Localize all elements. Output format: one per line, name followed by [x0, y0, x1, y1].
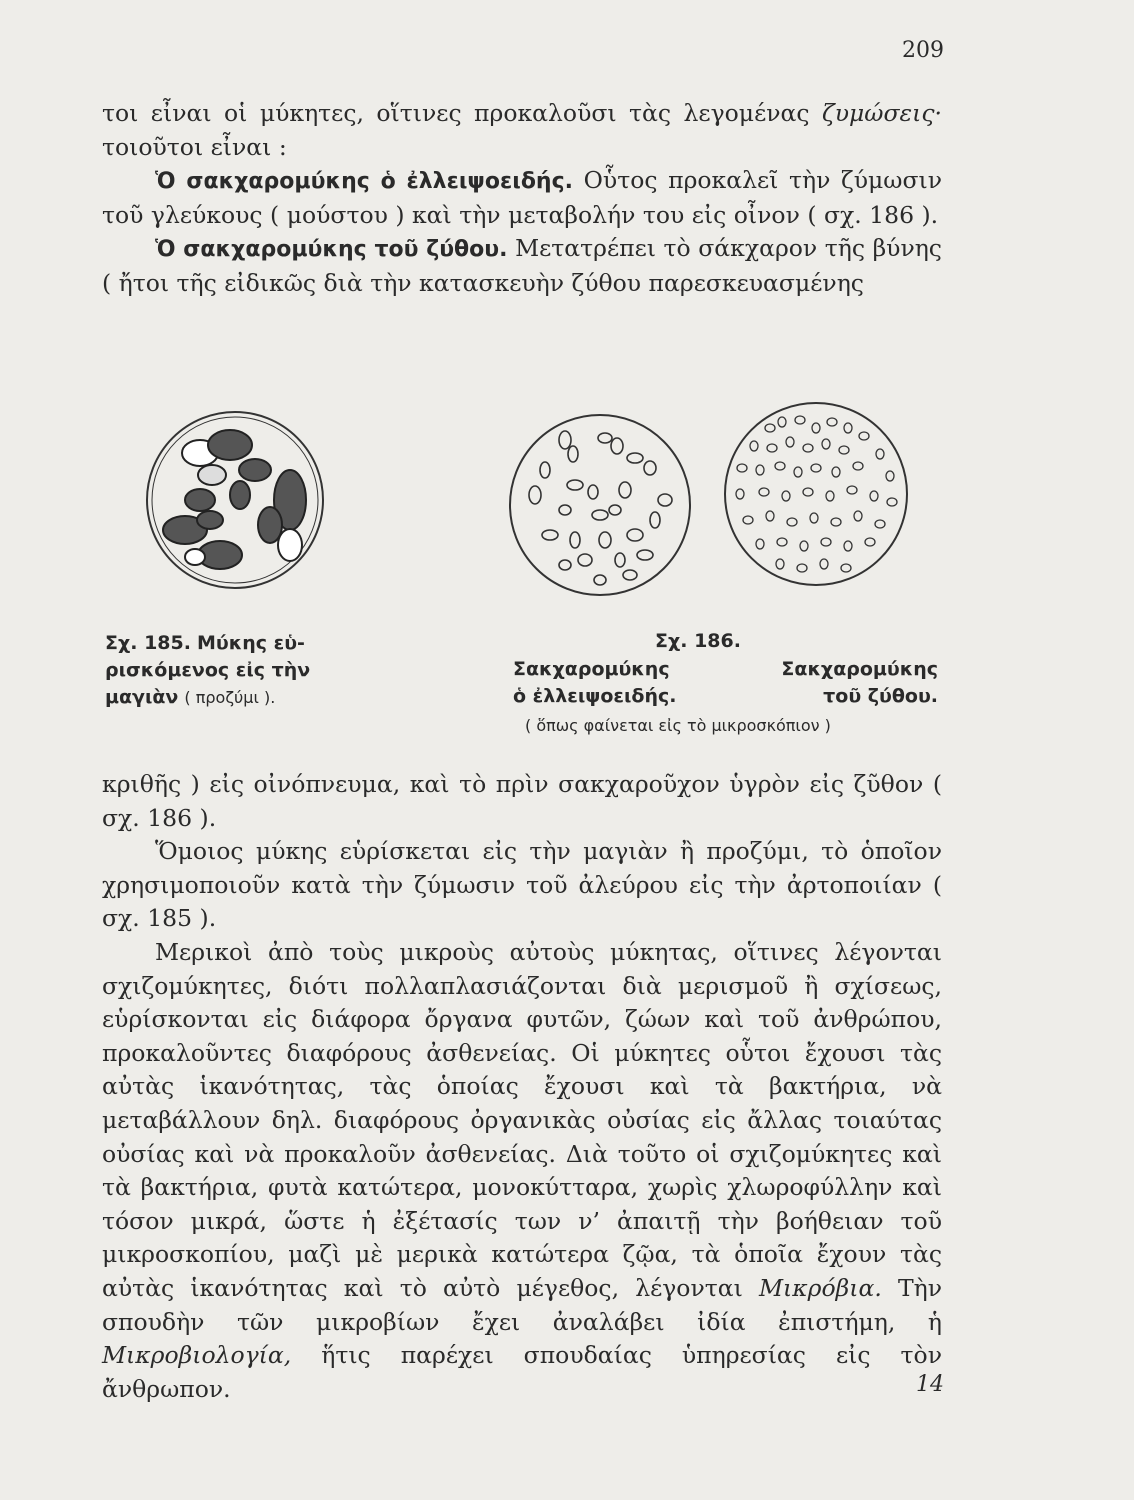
figure-186-beer-yeast	[720, 398, 912, 590]
paragraph-continuation: κριθῆς ) εἰς οἰνόπνευμα, καὶ τὸ πρὶν σακχαροῦχον ὑγρὸν εἰς ζῦθον ( σχ. 186 ).	[102, 770, 942, 832]
caption-fig-186-left: Σακχαρομύκης ὁ ἐλλειψοειδής.	[513, 658, 677, 707]
signature-mark: 14	[916, 1372, 944, 1397]
paragraph-yeast-beer: Ὁ σακχαρομύκης τοῦ ζύθου. Μετατρέπει τὸ σάκχαρον τῆς βύνης ( ἤτοι τῆς εἰδικῶς διὰ τὴν κατασκευὴν ζύθου παρεσκευασμένης	[102, 234, 942, 297]
figure-186-elliptical-yeast	[505, 410, 695, 600]
caption-fig-185: Σχ. 185. Μύκης εὑ- ρισκόμενος εἰς τὴν μαγιὰν ( προζύμι ).	[105, 632, 311, 708]
page-number: 209	[902, 38, 944, 63]
paragraph-schizomycetes: Μερικοὶ ἀπὸ τοὺς μικροὺς αὐτοὺς μύκητας, οἵτινες λέγονται σχιζομύκητες, διότι πολλαπλασιάζονται διὰ μερισμοῦ ἢ σχίσεως, εὑρίσκονται εἰς διάφορα ὄργανα φυτῶν, ζώων καὶ τοῦ ἀνθρώπου, προκαλοῦντες διαφόρους ἀσθενείας. Οἱ μύκητες οὗτοι ἔχουσι τὰς αὐτὰς ἱκανότητας, τὰς ὁποίας ἔχουσι καὶ τὰ βακτήρια, νὰ μεταβάλλουν δηλ. διαφόρους ὀργανικὰς οὐσίας εἰς ἄλλας τοιαύτας οὐσίας καὶ νὰ προκαλοῦν ἀσθενείας. Διὰ τοῦτο οἱ σχιζομύκητες καὶ τὰ βακτήρια, φυτὰ κατώτερα, μονοκύτταρα, χωρὶς χλωροφύλλην καὶ τόσον μικρά, ὥστε ἡ ἐξέτασίς των ν’ ἀπαιτῇ τὴν βοήθειαν τοῦ μικροσκοπίου, μαζὶ μὲ μερικὰ κατώτερα ζῷα, τὰ ὁποῖα ἔχουν τὰς αὐτὰς ἱκανότητας καὶ τὸ αὐτὸ μέγεθος, λέγονται Μικρόβια. Τὴν σπουδὴν τῶν μικροβίων ἔχει ἀναλάβει ἰδία ἐπιστήμη, ἡ Μικροβιολογία, ἥτις παρέχει σπουδαίας ὑπηρεσίας εἰς τὸν ἄνθρωπον.	[102, 937, 942, 1403]
caption-fig-186-right: Σακχαρομύκης τοῦ ζύθου.	[781, 658, 938, 707]
caption-fig-186-number: Σχ. 186.	[655, 630, 741, 652]
paragraph-intro: τοι εἶναι οἱ μύκητες, οἵτινες προκαλοῦσι τὰς λεγομένας ζυμώσεις· τοιοῦτοι εἶναι :	[102, 99, 942, 161]
paragraph-yeast-elliptical: Ὁ σακχαρομύκης ὁ ἐλλειψοειδής. Οὗτος προκαλεῖ τὴν ζύμωσιν τοῦ γλεύκους ( μούστου ) καὶ τὴν μεταβολήν του εἰς οἶνον ( σχ. 186 ).	[102, 166, 942, 229]
figure-185-yeast-cells	[140, 405, 330, 595]
caption-fig-186-note: ( ὅπως φαίνεται εἰς τὸ μικροσκόπιον )	[525, 716, 831, 735]
top-text	[102, 97, 942, 301]
bottom-text	[102, 768, 942, 1406]
paragraph-bread-yeast: Ὅμοιος μύκης εὑρίσκεται εἰς τὴν μαγιὰν ἢ προζύμι, τὸ ὁποῖον χρησιμοποιοῦν κατὰ τὴν ζύμωσιν τοῦ ἀλεύρου εἰς τὴν ἀρτοποιίαν ( σχ. 185 ).	[102, 837, 942, 933]
